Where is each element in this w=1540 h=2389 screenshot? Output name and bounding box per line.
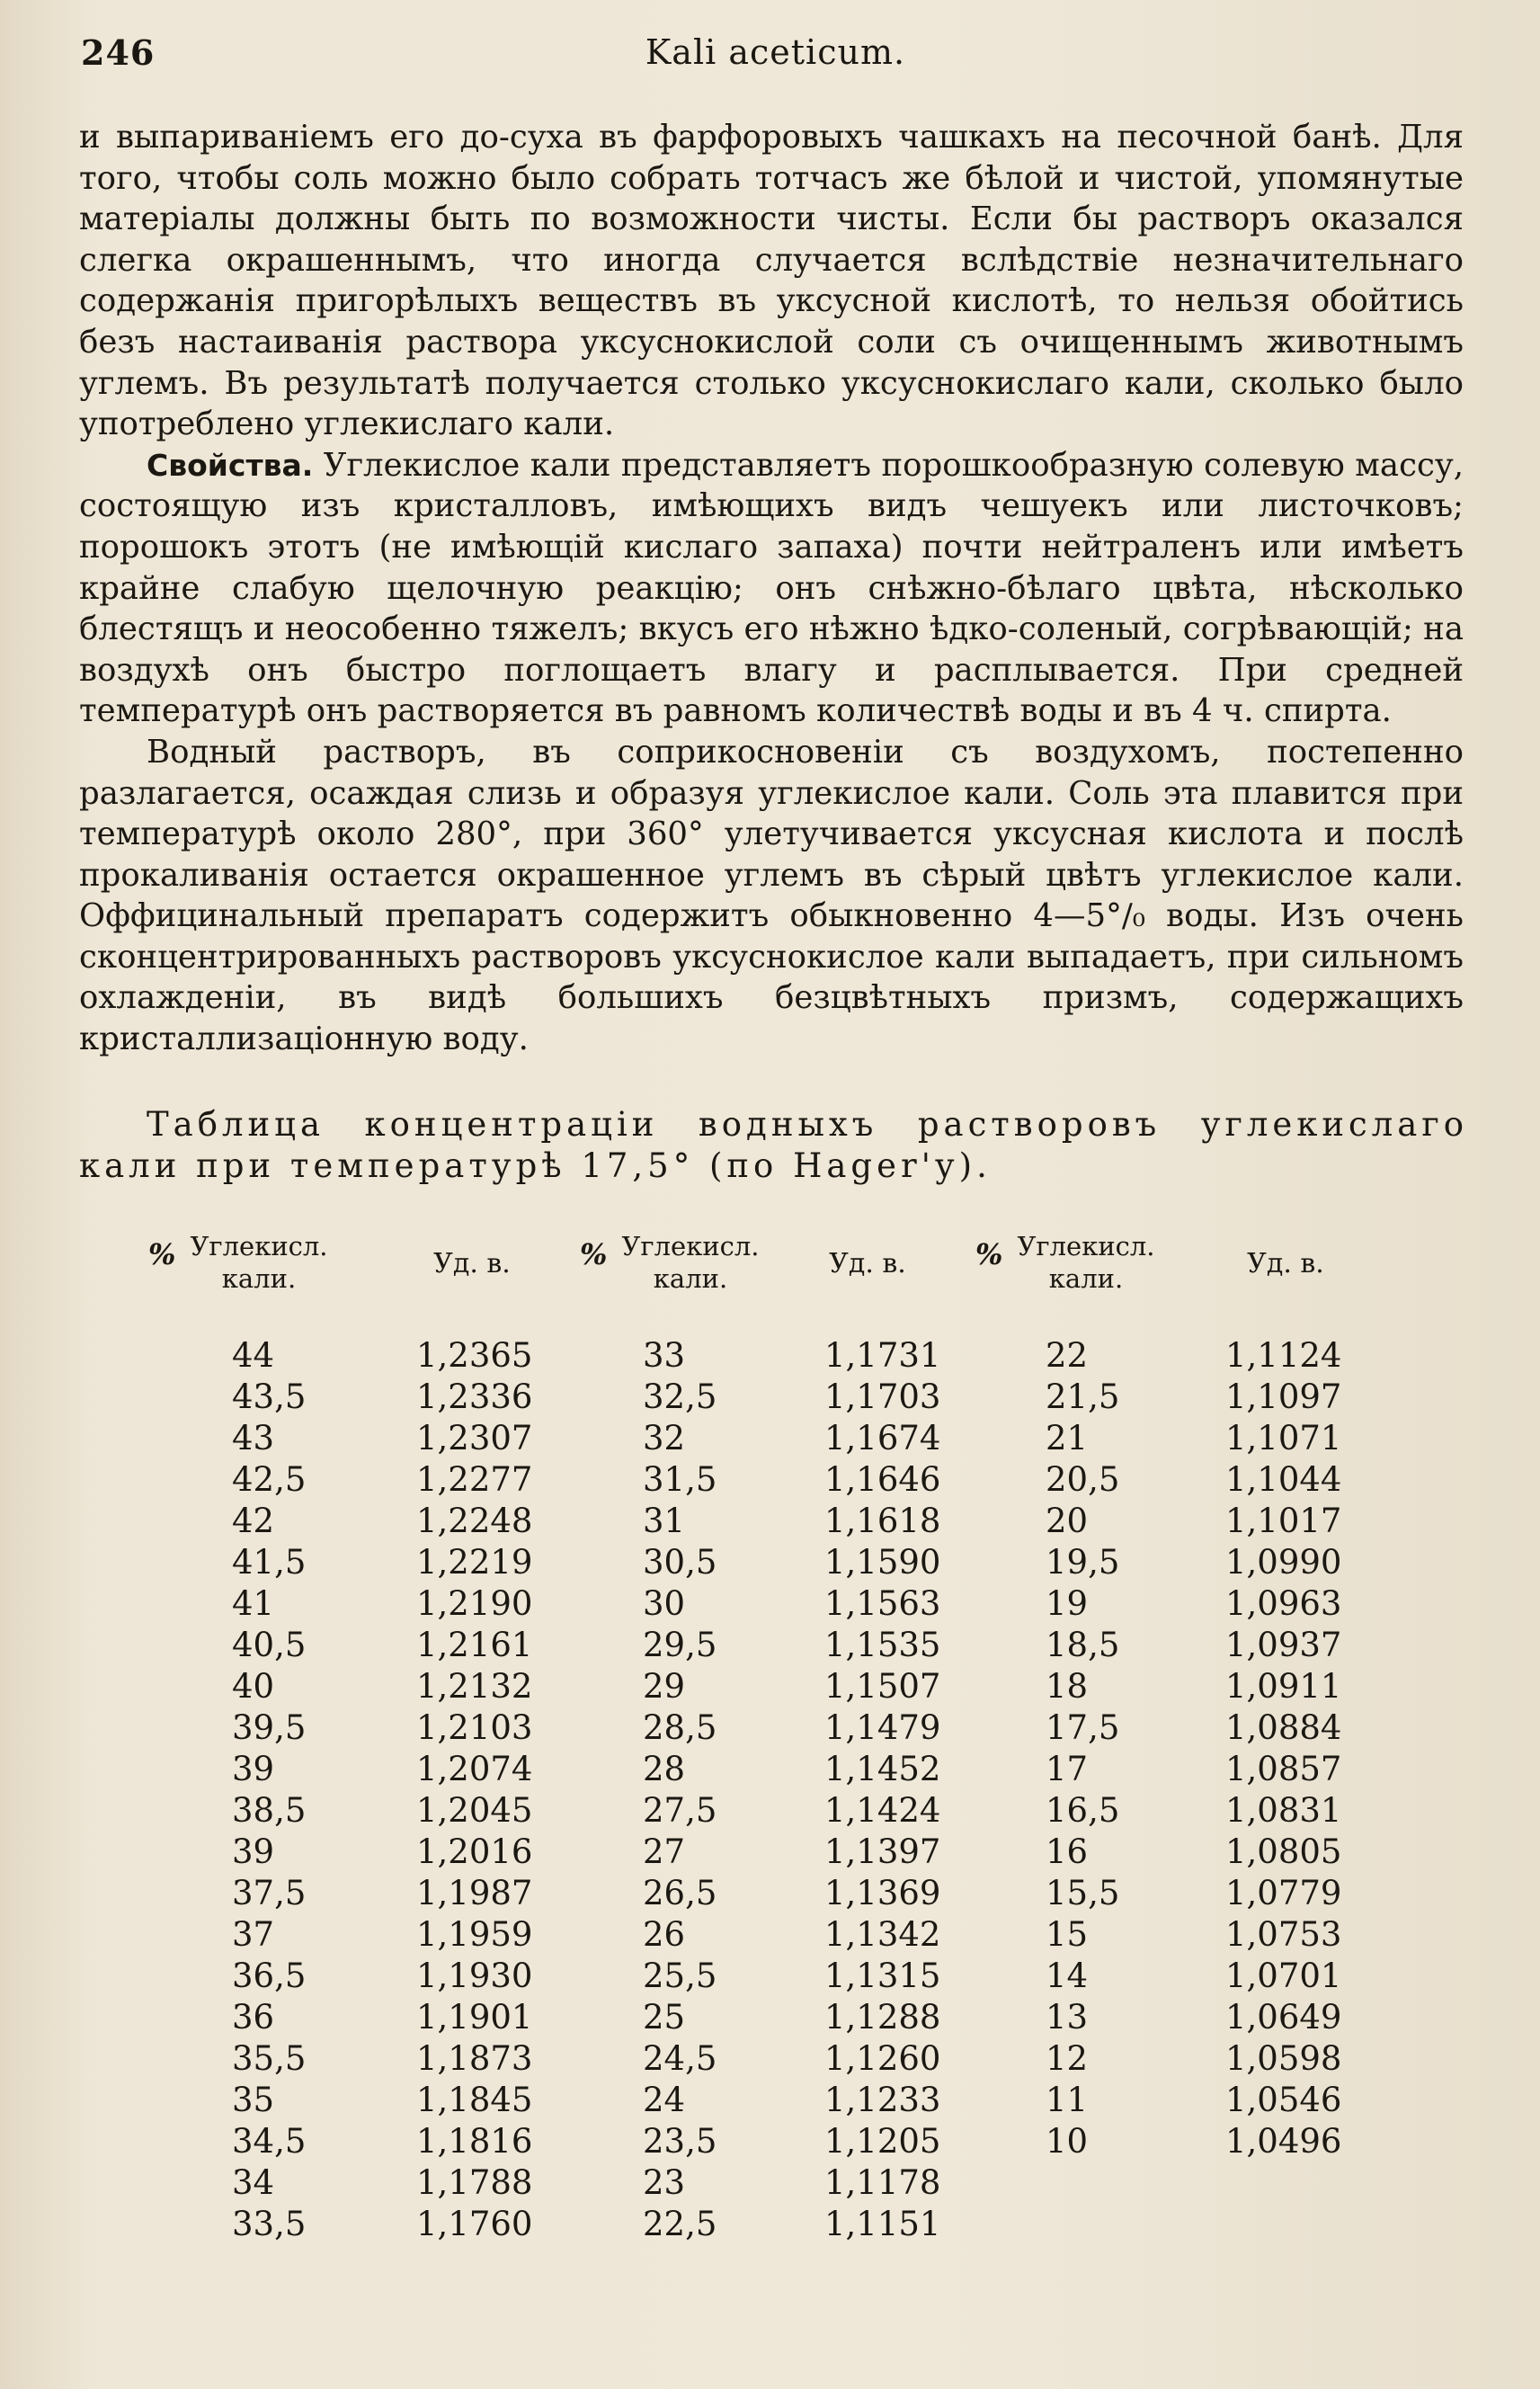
percent-cell: 40,5 bbox=[232, 1626, 307, 1664]
percent-cell: 42,5 bbox=[232, 1460, 307, 1499]
gravity-cell: 1,0546 bbox=[1225, 2081, 1342, 2119]
body-text bbox=[79, 117, 1464, 1060]
gravity-cell: 1,1288 bbox=[824, 1998, 941, 2037]
percent-cell: 22 bbox=[1046, 1336, 1089, 1375]
gravity-cell: 1,0857 bbox=[1225, 1750, 1342, 1788]
percent-cell: 43 bbox=[232, 1419, 275, 1457]
gravity-cell: 1,1788 bbox=[416, 2163, 533, 2202]
gravity-cell: 1,0701 bbox=[1225, 1957, 1342, 1995]
gravity-cell: 1,0911 bbox=[1225, 1667, 1342, 1706]
percent-cell: 27,5 bbox=[643, 1791, 717, 1830]
gravity-cell: 1,2132 bbox=[416, 1667, 533, 1706]
percent-cell: 18 bbox=[1046, 1667, 1089, 1706]
percent-cell: 31 bbox=[643, 1502, 686, 1540]
percent-cell: 26 bbox=[643, 1915, 686, 1954]
gravity-cell: 1,0963 bbox=[1225, 1584, 1342, 1623]
percent-cell: 34,5 bbox=[232, 2122, 307, 2161]
percent-cell: 35,5 bbox=[232, 2039, 307, 2078]
gravity-cell: 1,2161 bbox=[416, 1626, 533, 1664]
gravity-cell: 1,0598 bbox=[1225, 2039, 1342, 2078]
gravity-cell: 1,1816 bbox=[416, 2122, 533, 2161]
gravity-cell: 1,2045 bbox=[416, 1791, 533, 1830]
percent-cell: 10 bbox=[1046, 2122, 1089, 2161]
gravity-cell: 1,2016 bbox=[416, 1832, 533, 1871]
percent-cell: 29 bbox=[643, 1667, 686, 1706]
percent-cell: 24,5 bbox=[643, 2039, 717, 2078]
percent-cell: 16 bbox=[1046, 1832, 1089, 1871]
paragraph-preparation bbox=[79, 117, 1464, 445]
paragraph-solution bbox=[79, 732, 1464, 1060]
gravity-cell: 1,1901 bbox=[416, 1998, 533, 2037]
kali-header: Углекисл. кали. bbox=[1017, 1231, 1155, 1294]
gravity-cell: 1,1342 bbox=[824, 1915, 941, 1954]
gravity-cell: 1,1479 bbox=[824, 1708, 941, 1747]
percent-cell: 17 bbox=[1046, 1750, 1089, 1788]
percent-cell: 37,5 bbox=[232, 1874, 307, 1912]
gravity-cell: 1,1260 bbox=[824, 2039, 941, 2078]
gravity-cell: 1,2277 bbox=[416, 1460, 533, 1499]
percent-cell: 38,5 bbox=[232, 1791, 307, 1830]
gravity-cell: 1,2248 bbox=[416, 1502, 533, 1540]
page-number: 246 bbox=[81, 32, 156, 73]
gravity-cell: 1,1703 bbox=[824, 1377, 941, 1416]
gravity-cell: 1,1760 bbox=[416, 2205, 533, 2243]
percent-cell: 25,5 bbox=[643, 1957, 717, 1995]
percent-cell: 40 bbox=[232, 1667, 275, 1706]
gravity-cell: 1,1563 bbox=[824, 1584, 941, 1623]
gravity-cell: 1,1233 bbox=[824, 2081, 941, 2119]
gravity-cell: 1,0805 bbox=[1225, 1832, 1342, 1871]
percent-cell: 31,5 bbox=[643, 1460, 717, 1499]
percent-cell: 15 bbox=[1046, 1915, 1089, 1954]
gravity-cell: 1,2103 bbox=[416, 1708, 533, 1747]
gravity-cell: 1,1959 bbox=[416, 1915, 533, 1954]
paragraph-properties bbox=[79, 445, 1464, 732]
gravity-cell: 1,1071 bbox=[1225, 1419, 1342, 1457]
gravity-cell: 1,1452 bbox=[824, 1750, 941, 1788]
gravity-cell: 1,1507 bbox=[824, 1667, 941, 1706]
percent-cell: 32 bbox=[643, 1419, 686, 1457]
percent-cell: 13 bbox=[1046, 1998, 1089, 2037]
percent-cell: 20 bbox=[1046, 1502, 1089, 1540]
percent-cell: 33 bbox=[643, 1336, 686, 1375]
percent-cell: 39,5 bbox=[232, 1708, 307, 1747]
percent-cell: 18,5 bbox=[1046, 1626, 1120, 1664]
percent-cell: 11 bbox=[1046, 2081, 1089, 2119]
kali-header: Углекисл. кали. bbox=[621, 1231, 760, 1294]
gravity-cell: 1,0649 bbox=[1225, 1998, 1342, 2037]
gravity-cell: 1,2219 bbox=[416, 1543, 533, 1582]
percent-header: % bbox=[148, 1237, 176, 1271]
percent-cell: 27 bbox=[643, 1832, 686, 1871]
gravity-cell: 1,1646 bbox=[824, 1460, 941, 1499]
percent-cell: 33,5 bbox=[232, 2205, 307, 2243]
percent-cell: 39 bbox=[232, 1832, 275, 1871]
gravity-cell: 1,2074 bbox=[416, 1750, 533, 1788]
paragraph-text: Водный растворъ, въ соприкосновеніи съ воздухомъ, постепенно разлагается, осаждая слизь и образуя углекислое кали. Соль эта плавится при температурѣ около 280°, при 360° улетучивается уксусная кислота и послѣ прокаливанія остается окрашенное углемъ въ сѣрый цвѣтъ углекислое кали. Оффицинальный препаратъ содержитъ обыкновенно 4—5°/₀ воды. Изъ очень сконцентрированныхъ растворовъ уксуснокислое кали выпадаетъ, при сильномъ охлажденіи, въ видѣ большихъ безцвѣтныхъ призмъ, содержащихъ кристаллизаціонную воду. bbox=[79, 733, 1464, 1058]
table-caption bbox=[79, 1104, 1468, 1187]
gravity-cell: 1,1017 bbox=[1225, 1502, 1342, 1540]
gravity-cell: 1,0990 bbox=[1225, 1543, 1342, 1582]
percent-cell: 36 bbox=[232, 1998, 275, 2037]
gravity-cell: 1,0884 bbox=[1225, 1708, 1342, 1747]
percent-cell: 35 bbox=[232, 2081, 275, 2119]
specific-gravity-header: Уд. в. bbox=[1247, 1248, 1324, 1279]
percent-cell: 25 bbox=[643, 1998, 686, 2037]
gravity-cell: 1,0937 bbox=[1225, 1626, 1342, 1664]
paragraph-text: Углекислое кали представляетъ порошкообразную солевую массу, состоящую изъ кристалловъ, имѣющихъ видъ чешуекъ или листочковъ; порошокъ этотъ (не имѣющій кислаго запаха) почти нейтраленъ или имѣетъ крайне слабую щелочную реакцію; онъ снѣжно-бѣлаго цвѣта, нѣсколько блестящъ и неособенно тяжелъ; вкусъ его нѣжно ѣдко-соленый, согрѣвающій; на воздухѣ онъ быстро поглощаетъ влагу и расплывается. При средней температурѣ онъ растворяется въ равномъ количествѣ воды и въ 4 ч. спирта. bbox=[79, 446, 1464, 730]
kali-header: Углекисл. кали. bbox=[190, 1231, 328, 1294]
percent-cell: 32,5 bbox=[643, 1377, 717, 1416]
gravity-cell: 1,2336 bbox=[416, 1377, 533, 1416]
gravity-cell: 1,1987 bbox=[416, 1874, 533, 1912]
gravity-cell: 1,1930 bbox=[416, 1957, 533, 1995]
percent-cell: 39 bbox=[232, 1750, 275, 1788]
percent-cell: 17,5 bbox=[1046, 1708, 1120, 1747]
paragraph-text: и выпариваніемъ его до-суха въ фарфоровыхъ чашкахъ на песочной банѣ. Для того, чтобы соль можно было собрать тотчасъ же бѣлой и чистой, упомянутые матеріалы должны быть по возможности чисты. Если бы растворъ оказался слегка окрашеннымъ, что иногда случается вслѣдствіе незначительнаго содержанія пригорѣлыхъ веществъ въ уксусной кислотѣ, то нельзя обойтись безъ настаиванія раствора уксуснокислой соли съ очищеннымъ животнымъ углемъ. Въ результатѣ получается столько уксуснокислаго кали, сколько было употреблено углекислаго кали. bbox=[79, 119, 1464, 443]
gravity-cell: 1,1731 bbox=[824, 1336, 941, 1375]
percent-header: % bbox=[580, 1237, 608, 1271]
gravity-cell: 1,2365 bbox=[416, 1336, 533, 1375]
gravity-cell: 1,2307 bbox=[416, 1419, 533, 1457]
percent-cell: 19 bbox=[1046, 1584, 1089, 1623]
running-title: Kali aceticum. bbox=[645, 32, 906, 72]
percent-cell: 30 bbox=[643, 1584, 686, 1623]
percent-cell: 15,5 bbox=[1046, 1874, 1120, 1912]
percent-cell: 24 bbox=[643, 2081, 686, 2119]
gravity-cell: 1,1674 bbox=[824, 1419, 941, 1457]
percent-cell: 23,5 bbox=[643, 2122, 717, 2161]
gravity-cell: 1,1369 bbox=[824, 1874, 941, 1912]
specific-gravity-header: Уд. в. bbox=[433, 1248, 511, 1279]
percent-cell: 14 bbox=[1046, 1957, 1089, 1995]
percent-cell: 42 bbox=[232, 1502, 275, 1540]
percent-cell: 36,5 bbox=[232, 1957, 307, 1995]
gravity-cell: 1,1424 bbox=[824, 1791, 941, 1830]
percent-cell: 29,5 bbox=[643, 1626, 717, 1664]
page-header bbox=[81, 32, 1470, 86]
percent-cell: 28 bbox=[643, 1750, 686, 1788]
percent-cell: 20,5 bbox=[1046, 1460, 1120, 1499]
percent-cell: 41,5 bbox=[232, 1543, 307, 1582]
gravity-cell: 1,1178 bbox=[824, 2163, 941, 2202]
percent-cell: 16,5 bbox=[1046, 1791, 1120, 1830]
gravity-cell: 1,2190 bbox=[416, 1584, 533, 1623]
gravity-cell: 1,0753 bbox=[1225, 1915, 1342, 1954]
percent-cell: 43,5 bbox=[232, 1377, 307, 1416]
percent-cell: 19,5 bbox=[1046, 1543, 1120, 1582]
percent-cell: 30,5 bbox=[643, 1543, 717, 1582]
percent-cell: 28,5 bbox=[643, 1708, 717, 1747]
percent-cell: 22,5 bbox=[643, 2205, 717, 2243]
gravity-cell: 1,1044 bbox=[1225, 1460, 1342, 1499]
gravity-cell: 1,0779 bbox=[1225, 1874, 1342, 1912]
gravity-cell: 1,0831 bbox=[1225, 1791, 1342, 1830]
percent-cell: 21 bbox=[1046, 1419, 1089, 1457]
percent-cell: 44 bbox=[232, 1336, 275, 1375]
gravity-cell: 1,1535 bbox=[824, 1626, 941, 1664]
percent-cell: 37 bbox=[232, 1915, 275, 1954]
gravity-cell: 1,1315 bbox=[824, 1957, 941, 1995]
gravity-cell: 1,1873 bbox=[416, 2039, 533, 2078]
gravity-cell: 1,1618 bbox=[824, 1502, 941, 1540]
percent-cell: 12 bbox=[1046, 2039, 1089, 2078]
gravity-cell: 1,1205 bbox=[824, 2122, 941, 2161]
gravity-cell: 1,1845 bbox=[416, 2081, 533, 2119]
table-caption-text: Таблица концентраціи водныхъ растворовъ углекислаго кали при температурѣ 17,5° (по Hager'у). bbox=[79, 1105, 1468, 1185]
percent-cell: 26,5 bbox=[643, 1874, 717, 1912]
percent-cell: 21,5 bbox=[1046, 1377, 1120, 1416]
gravity-cell: 1,1097 bbox=[1225, 1377, 1342, 1416]
gravity-cell: 1,1151 bbox=[824, 2205, 941, 2243]
gravity-cell: 1,1397 bbox=[824, 1832, 941, 1871]
gravity-cell: 1,1590 bbox=[824, 1543, 941, 1582]
percent-cell: 34 bbox=[232, 2163, 275, 2202]
percent-header: % bbox=[975, 1237, 1003, 1271]
section-keyword: Свойства. bbox=[147, 447, 314, 483]
percent-cell: 41 bbox=[232, 1584, 275, 1623]
gravity-cell: 1,1124 bbox=[1225, 1336, 1342, 1375]
percent-cell: 23 bbox=[643, 2163, 686, 2202]
gravity-cell: 1,0496 bbox=[1225, 2122, 1342, 2161]
specific-gravity-header: Уд. в. bbox=[829, 1248, 906, 1279]
